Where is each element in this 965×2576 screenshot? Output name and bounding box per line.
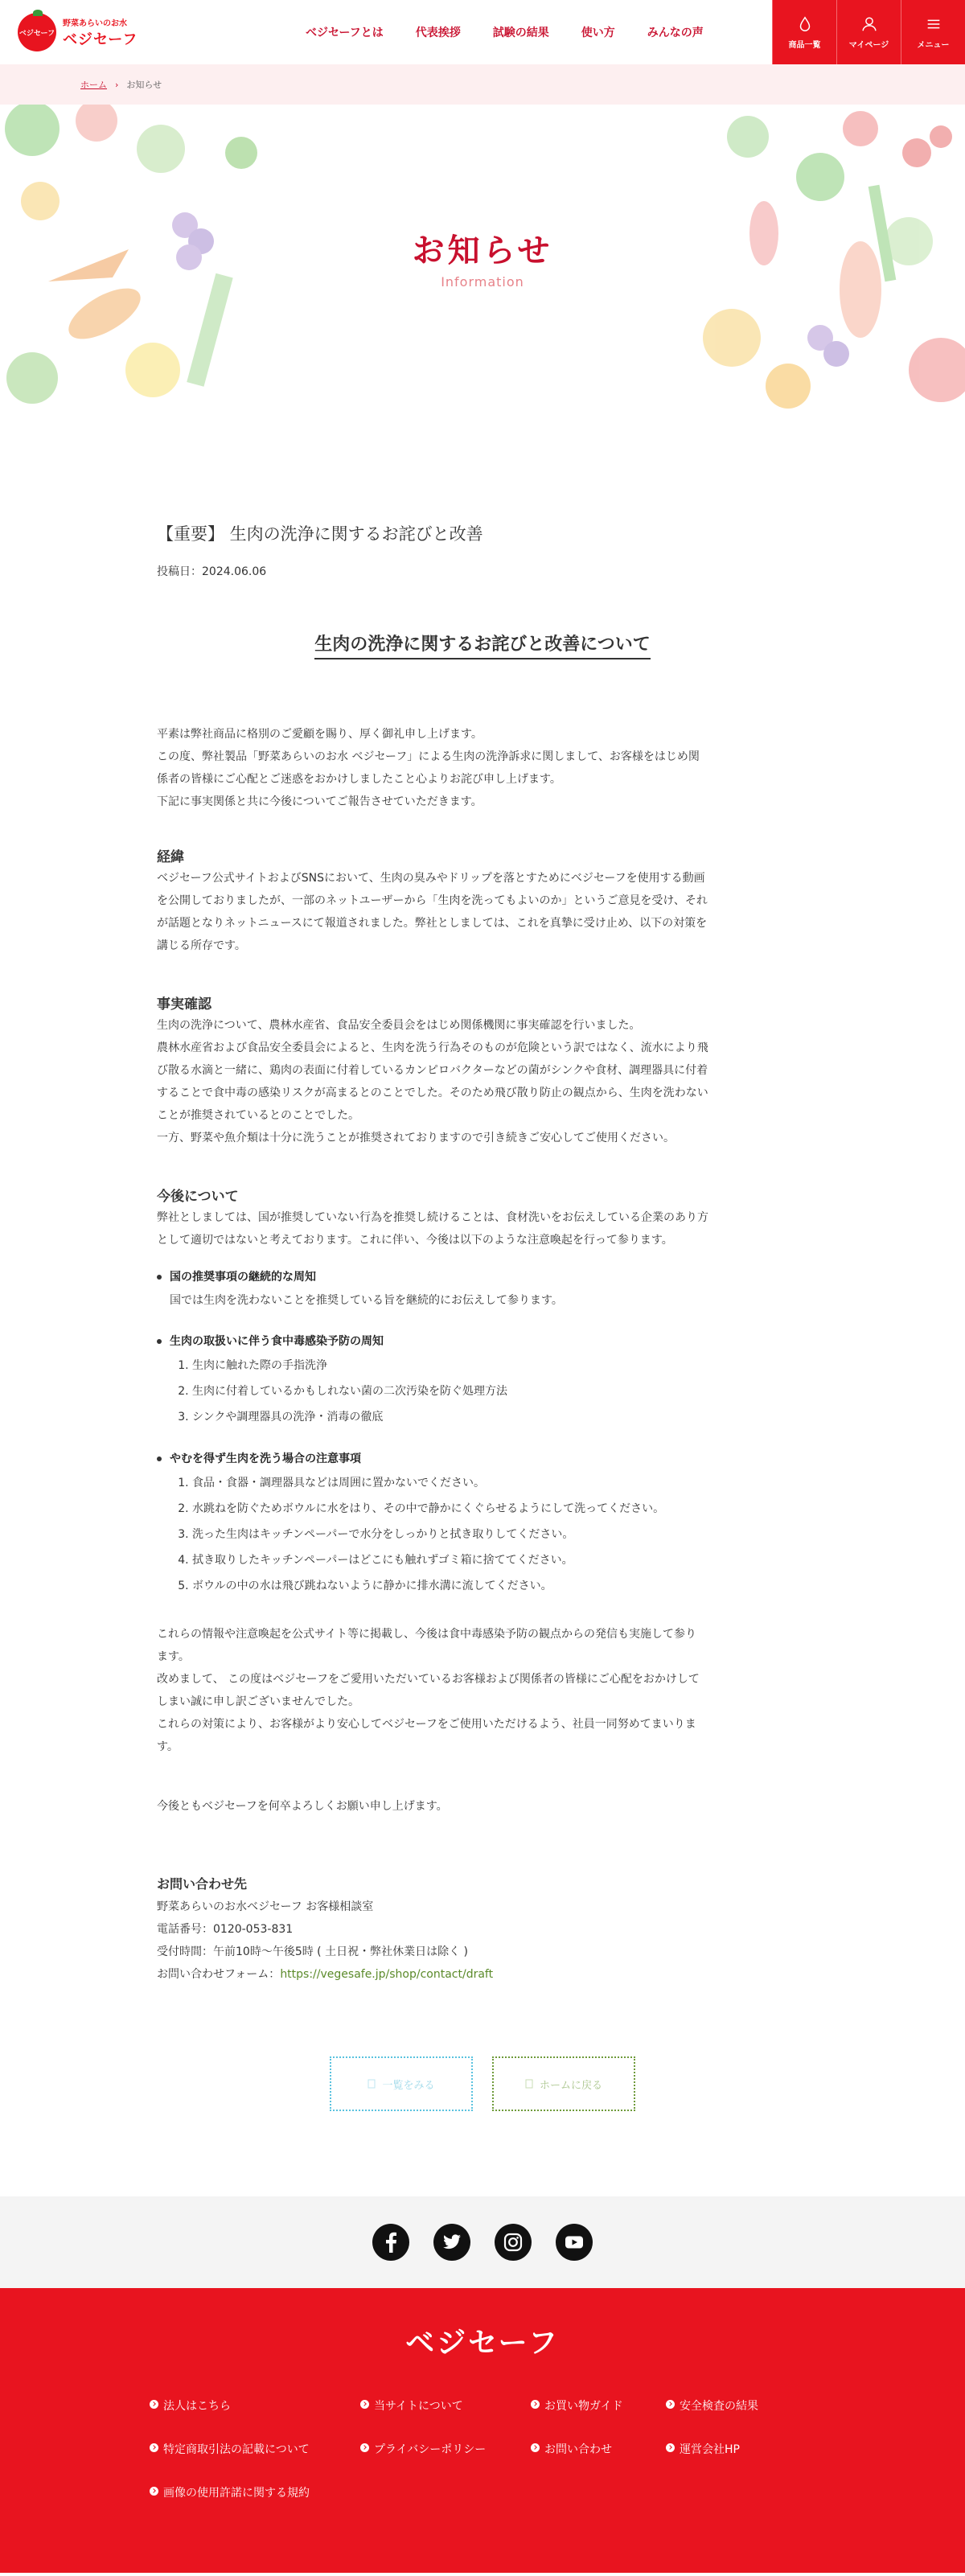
arrow-circle-icon bbox=[360, 2443, 369, 2452]
mypage-button[interactable] bbox=[836, 0, 901, 64]
youtube-icon bbox=[556, 2224, 593, 2261]
article-actions bbox=[157, 2056, 808, 2111]
home-icon bbox=[525, 2079, 533, 2089]
hamburger-icon bbox=[925, 15, 942, 33]
page-subtitle: Information bbox=[441, 274, 524, 290]
site-footer bbox=[0, 2288, 965, 2573]
section-background: 経緯 ベジセーフ公式サイトおよびSNSにおいて、生肉の臭みやドリップを落とすためにベジセーフを使用する動画 を公開しておりましたが、一部のネットユーザーから「生肉を洗ってもよいのか」というご意見を受け、それ が話題となりネットニュースにて報道されました。弊社としましては、これを真摯に受け止め、以下の対策を 講じる所存です。 bbox=[157, 845, 808, 957]
arrow-circle-icon bbox=[150, 2400, 158, 2409]
article-date: 投稿日：2024.06.06 bbox=[157, 565, 267, 578]
tomato-logo-icon: ベジセーフ bbox=[18, 13, 56, 51]
products-button-label: 商品一覧 bbox=[788, 40, 821, 50]
arrow-circle-icon bbox=[150, 2487, 158, 2496]
news-article bbox=[157, 410, 808, 2111]
arrow-circle-icon bbox=[666, 2443, 675, 2452]
menu-button[interactable] bbox=[901, 0, 965, 64]
footer-link-shopping-guide[interactable]: お買い物ガイド bbox=[531, 2397, 666, 2441]
facebook-icon bbox=[372, 2224, 409, 2261]
sns-links bbox=[0, 2196, 965, 2288]
products-button[interactable] bbox=[772, 0, 836, 64]
logo-subtitle: 野菜あらいのお水 bbox=[63, 18, 127, 28]
arrow-circle-icon bbox=[531, 2443, 540, 2452]
measures-list bbox=[157, 1266, 808, 1599]
thanks-paragraph: 今後ともベジセーフを何卒よろしくお願い申し上げます。 bbox=[157, 1800, 448, 1813]
contact-info bbox=[157, 1874, 808, 1986]
nav-about[interactable]: ベジセーフとは bbox=[306, 27, 384, 39]
instagram-link[interactable] bbox=[495, 2224, 532, 2261]
section-heading: 経緯 bbox=[157, 849, 184, 865]
section-heading: 事実確認 bbox=[157, 996, 211, 1013]
intro-paragraph: 平素は弊社商品に格別のご愛顧を賜り、厚く御礼申し上げます。 この度、弊社製品「野菜あらいのお水 ベジセーフ」による生肉の洗浄訴求に関しまして、お客様をはじめ関 係者の皆様にご心配とご迷惑をおかけしましたこと心よりお詫び申し上げます。 下記に事実関係と共に今後についてご報告させていただきます。 bbox=[157, 728, 700, 808]
view-list-button[interactable]: 一覧をみる bbox=[330, 2056, 473, 2111]
arrow-circle-icon bbox=[360, 2400, 369, 2409]
chevron-right-icon: › bbox=[115, 79, 119, 90]
youtube-link[interactable] bbox=[556, 2224, 593, 2261]
contact-form-label: お問い合わせフォーム： bbox=[157, 1968, 281, 1981]
section-fact-check: 事実確認 生肉の洗浄について、農林水産省、食品安全委員会をはじめ関係機関に事実確認を行いました。 農林水産省および食品安全委員会によると、生肉を洗う行為そのものが危険という訳ではなく、流水により飛 び散る水滴と一緒に、鶏肉の表面に付着しているカンピロバクターなどの菌がシンクや食材、調理器具に付着 することで食中毒の感染リスクが高まるとのことでした。そのため飛び散り防止の観点から、生肉を洗わない ことが推奨されているとのことでした。 一方、野菜や魚介類は十分に洗うことが推奨されておりますので引き続きご安心してご使用ください。 bbox=[157, 992, 808, 1149]
arrow-circle-icon bbox=[150, 2443, 158, 2452]
contact-name: 野菜あらいのお水ベジセーフ お客様相談室 bbox=[157, 1900, 374, 1913]
breadcrumb-home[interactable]: ホーム bbox=[80, 80, 107, 90]
article-subtitle: 生肉の洗浄に関するお詫びと改善について bbox=[314, 635, 651, 659]
person-icon bbox=[860, 15, 878, 33]
footer-link-about-site[interactable]: 当サイトについて bbox=[360, 2397, 531, 2441]
footer-link-company[interactable]: 運営会社HP bbox=[666, 2441, 811, 2484]
footer-link-image-terms[interactable]: 画像の使用許諾に関する規約 bbox=[150, 2484, 391, 2528]
section-heading: 今後について bbox=[157, 1189, 239, 1205]
menu-button-label: メニュー bbox=[917, 40, 950, 50]
page-title: お知らせ bbox=[412, 232, 553, 269]
footer-links bbox=[150, 2397, 825, 2528]
contact-form-link[interactable]: https://vegesafe.jp/shop/contact/draft bbox=[280, 1968, 494, 1981]
footer-logo[interactable]: ベジセーフ bbox=[405, 2327, 560, 2360]
list-icon bbox=[368, 2079, 376, 2089]
list-item: 生肉の取扱いに伴う食中毒感染予防の周知 1. 生肉に触れた際の手指洗浄 2. 生肉に付着しているかもしれない菌の二次汚染を防ぐ処理方法 3. シンクや調理器具の洗浄・消毒の徹底 bbox=[157, 1330, 808, 1430]
footer-link-contact[interactable]: お問い合わせ bbox=[531, 2441, 666, 2484]
section-future: 今後について 弊社としましては、国が推奨していない行為を推奨し続けることは、食材洗いをお伝えしている企業のあり方 として適切ではないと考えております。これに伴い、今後は以下のような注意喚起を行って参ります。 国の推奨事項の継続的な周知 国では生肉を洗わないことを推奨している旨を継続的にお伝えして参ります。 生肉の取扱いに伴う食中毒感染予防の周知 1. 生肉に触れた際の手指洗浄 2. 生肉に付着しているかもしれない菌の二次汚染を防ぐ処理方法 3. シンクや調理器具の洗浄・消毒の徹底 やむを得ず生肉を洗う場合の注意事項 1. 食品・食器・調理器具などは周囲に置かないでください。 2. 水跳ねを防ぐためボウルに水をはり、その中で静かにくぐらせるようにして洗ってください。 3. 洗った生肉はキッチンペーパーで水分をしっかりと拭き取りしてください。 4. 拭き取りしたキッチンペーパーはどこにも触れずゴミ箱に捨ててください。 5. ボウルの中の水は飛び跳ねないように静かに排水溝に流してください。 bbox=[157, 1185, 808, 1599]
contact-heading: お問い合わせ先 bbox=[157, 1876, 248, 1892]
facebook-link[interactable] bbox=[372, 2224, 409, 2261]
instagram-icon bbox=[495, 2224, 532, 2261]
contact-hours: 受付時間：午前10時〜午後5時 ( 土日祝・弊社休業日は除く ) bbox=[157, 1945, 468, 1958]
site-logo[interactable] bbox=[18, 13, 138, 51]
arrow-circle-icon bbox=[666, 2400, 675, 2409]
article-title: 【重要】 生肉の洗浄に関するお詫びと改善 bbox=[157, 524, 483, 544]
logo-title: ベジセーフ bbox=[63, 31, 138, 48]
list-item: 国の推奨事項の継続的な周知 国では生肉を洗わないことを推奨している旨を継続的にお伝えして参ります。 bbox=[157, 1266, 808, 1313]
twitter-icon bbox=[433, 2224, 470, 2261]
nav-greeting[interactable]: 代表挨拶 bbox=[415, 27, 461, 39]
breadcrumb bbox=[0, 64, 965, 105]
footer-link-corporate[interactable]: 法人はこちら bbox=[150, 2397, 360, 2441]
footer-link-privacy[interactable]: プライバシーポリシー bbox=[360, 2441, 531, 2484]
twitter-link[interactable] bbox=[433, 2224, 470, 2261]
contact-phone: 電話番号：0120-053-831 bbox=[157, 1923, 294, 1936]
nav-results[interactable]: 試験の結果 bbox=[492, 27, 549, 39]
arrow-circle-icon bbox=[531, 2400, 540, 2409]
site-header bbox=[0, 0, 965, 64]
page-hero bbox=[0, 105, 965, 410]
footer-link-safety-results[interactable]: 安全検査の結果 bbox=[666, 2397, 811, 2441]
closing-paragraph: これらの情報や注意喚起を公式サイト等に掲載し、今後は食中毒感染予防の観点からの発信も実施して参り ます。 改めまして、 この度はベジセーフをご愛用いただいているお客様および関係者の皆様にご心配をおかけして しまい誠に申し訳ございませんでした。 これらの対策により、お客様がより安心してベジセーフをご使用いただけるよう、社員一同努めてまいりま す。 bbox=[157, 1628, 700, 1753]
drop-icon bbox=[796, 15, 814, 33]
list-item: やむを得ず生肉を洗う場合の注意事項 1. 食品・食器・調理器具などは周囲に置かないでください。 2. 水跳ねを防ぐためボウルに水をはり、その中で静かにくぐらせるようにして洗ってください。 3. 洗った生肉はキッチンペーパーで水分をしっかりと拭き取りしてください。 4. 拭き取りしたキッチンペーパーはどこにも触れずゴミ箱に捨ててください。 5. ボウルの中の水は飛び跳ねないように静かに排水溝に流してください。 bbox=[157, 1448, 808, 1599]
breadcrumb-current: お知らせ bbox=[126, 80, 162, 90]
back-home-button[interactable]: ホームに戻る bbox=[492, 2056, 635, 2111]
global-nav bbox=[306, 0, 704, 64]
nav-voices[interactable]: みんなの声 bbox=[647, 27, 704, 39]
footer-link-legal-notice[interactable]: 特定商取引法の記載について bbox=[150, 2441, 360, 2484]
nav-usage[interactable]: 使い方 bbox=[581, 27, 615, 39]
mypage-button-label: マイページ bbox=[848, 40, 889, 50]
